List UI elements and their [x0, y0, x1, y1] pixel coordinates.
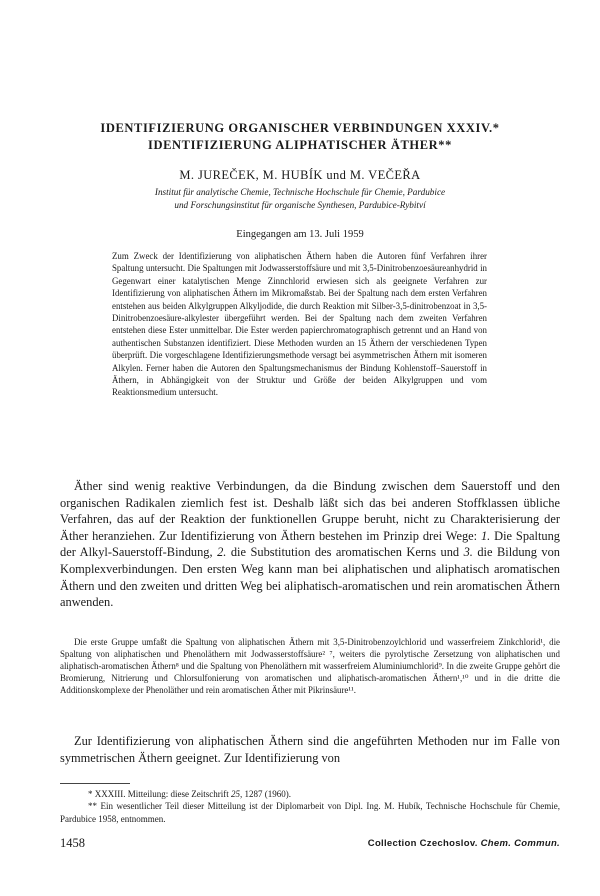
intro-num-1: 1. — [480, 528, 491, 543]
continuation-paragraph: Zur Identifizierung von aliphatischen Äthern sind die angeführten Methoden nur im Falle von symmetrischen Äthern geeignet. Zur Identifizierung von — [60, 734, 560, 765]
journal-name-italic: Chem. Commun. — [480, 838, 560, 849]
footnotes — [60, 788, 560, 825]
journal-name-text: Collection Czechoslov. — [367, 838, 481, 849]
footnote-1 — [60, 788, 560, 800]
title-line-2: IDENTIFIZIERUNG ALIPHATISCHER ÄTHER** — [148, 138, 452, 152]
intro-num-2: 2. — [217, 545, 227, 560]
received-date: Eingegangen am 13. Juli 1959 — [236, 229, 364, 240]
authors: M. JUREČEK, M. HUBÍK und M. VEČEŘA — [179, 168, 421, 182]
affiliation-line-1: Institut für analytische Chemie, Technische Hochschule für Chemie, Pardubice — [154, 187, 446, 197]
footnote-1-rest: 1287 (1960). — [242, 789, 291, 799]
footnote-1-text: XXXIII. Mitteilung: diese Zeitschrift — [92, 789, 231, 799]
intro-paragraph — [60, 478, 560, 611]
journal-name — [368, 838, 560, 849]
intro-text-2: Die Spaltung der Alkyl-Sauerstoff-Bindung, — [60, 528, 560, 560]
article-title — [60, 120, 540, 154]
footnote-1-mark: * — [88, 789, 93, 799]
footnote-2: ** Ein wesentlicher Teil dieser Mitteilung ist der Diplomarbeit von Dipl. Ing. M. Hubík, Technische Hochschule für Chemie, Pardubice 1958, entnommen. — [60, 801, 560, 824]
intro-text-4: die Bildung von Komplexverbindungen. Den ersten Weg kann man bei aliphatischen und aliphatisch aromatischen Äthern und den zweiten und dritten Weg bei aliphatisch-aromatischen und rein aromatischen Äthern anwenden. — [60, 545, 560, 610]
intro-num-3: 3. — [463, 545, 473, 560]
affiliation-line-2: und Forschungsinstitut für organische Synthesen, Pardubice-Rybitví — [174, 200, 426, 210]
affiliation — [80, 186, 520, 212]
abstract: Zum Zweck der Identifizierung von aliphatischen Äthern haben die Autoren fünf Verfahren ihrer Spaltung untersucht. Die Spaltungen mit Jodwasserstoffsäure und mit 3,5-Dinitrobenzoesäureanhydrid in Gegenwart einer katalytischen Menge Zinnchlorid erwiesen sich als geeignete Verfahren zur Identifizierung von aliphatischen Äthern im Mikromaßstab. Bei der Spaltung nach dem ersten Verfahren entstehen aus beiden Alkylgruppen Alkyljodide, die durch Reaktion mit Silber-3,5-dinitrobenzoat in 3,5-Dinitrobenzoesäure-alkylester übergeführt werden. Bei der Spaltung nach dem zweiten Verfahren entstehen diese Ester unmittelbar. Die Ester werden papierchromatographisch getrennt und an Hand von authentischen Substanzen identifiziert. Diese Methoden wurden an 15 Äthern der verschiedenen Typen überprüft. Die vorgeschlagene Identifizierungsmethode versagt bei asymmetrischen Äthern mit isomeren Alkylen. Ferner haben die Autoren den Spaltungsmechanismus der Bindung Kohlenstoff–Sauerstoff in Äthern, in Abhängigkeit von der Struktur und Größe der beiden Alkylgruppen und vom Reaktionsmedium untersucht. — [112, 251, 487, 398]
footnote-divider — [60, 783, 130, 784]
intro-text-1: Äther sind wenig reaktive Verbindungen, da die Bindung zwischen dem Sauerstoff und den organischen Radikalen ziemlich fest ist. Deshalb läßt sich das bei anderen Stoffklassen übliche Verfahren, das auf der Reaktion der funktionellen Gruppe beruht, nicht zu Charakterisierung der Äther heranziehen. Zur Identifizierung von Äthern bestehen im Prinzip drei Wege: — [60, 479, 560, 543]
page-number: 1458 — [60, 836, 85, 850]
footnote-1-volume: 25, — [230, 789, 243, 799]
intro-text-3: die Substitution des aromatischen Kerns und — [226, 545, 464, 560]
title-line-1: IDENTIFIZIERUNG ORGANISCHER VERBINDUNGEN XXXIV.* — [100, 121, 500, 135]
methods-paragraph: Die erste Gruppe umfaßt die Spaltung von aliphatischen Äthern mit 3,5-Dinitrobenzoylchlorid und wasserfreiem Zinkchlorid¹, die Spaltung von aliphatischen und Phenoläthern mit Jodwasserstoffsäure² ⁷, weiters die pyrolytische Zersetzung von aliphatischen und aliphatisch-aromatischen Äthern⁸ und die Spaltung von Phenoläthern mit wasserfreiem Aluminiumchlorid⁹. In die zweite Gruppe gehört die Bromierung, Nitrierung und Chlorsulfonierung von aromatischen und aliphatisch-aromatischen Äthern¹,¹⁰ und in die dritte die Additionskomplexe der Phenoläther und rein aromatischen Äther mit Pikrinsäure¹¹. — [60, 637, 560, 696]
